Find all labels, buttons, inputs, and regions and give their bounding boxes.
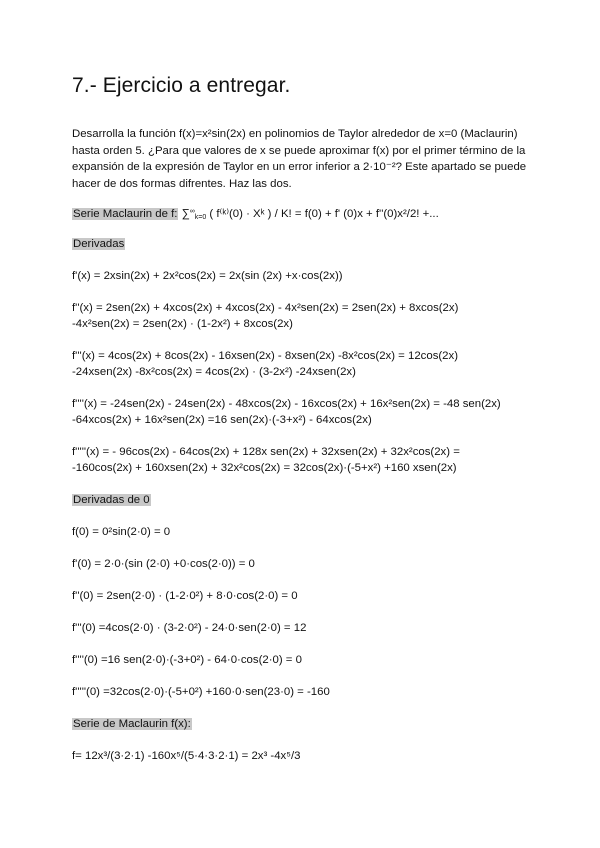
derivative-line: f''(x) = 2sen(2x) + 4xcos(2x) + 4xcos(2x) - 4x²sen(2x) = 2sen(2x) + 8xcos(2x) (72, 302, 459, 314)
derivative-line: -64xcos(2x) + 16x²sen(2x) =16 sen(2x)·(-3+x²) - 64xcos(2x) (72, 414, 372, 426)
derivative-line: -4x²sen(2x) = 2sen(2x) · (1-2x²) + 8xcos(2x) (72, 318, 293, 330)
derivative-at-zero-line: f'''''(0) =32cos(2·0)·(-5+0²) +160·0·sen(23·0) = -160 (72, 686, 330, 698)
derivative-line: -160cos(2x) + 160xsen(2x) + 32x²cos(2x) = 32cos(2x)·(-5+x²) +160 xsen(2x) (72, 462, 457, 474)
derivatives-header (72, 238, 125, 250)
derivatives-header-label: Derivadas (73, 238, 125, 250)
derivative-line: f'''(x) = 4cos(2x) + 8cos(2x) - 16xsen(2x) - 8xsen(2x) -8x²cos(2x) = 12cos(2x) (72, 350, 459, 362)
maclaurin-series-header-label: Serie de Maclaurin f(x): (73, 718, 191, 730)
derivative-line: -24xsen(2x) -8x²cos(2x) = 4cos(2x) · (3-2x²) -24xsen(2x) (72, 366, 356, 378)
sum-upper-limit: ∞ (189, 208, 195, 215)
derivatives-at-zero-header-label: Derivadas de 0 (73, 494, 150, 506)
exercise-title: 7.- Ejercicio a entregar. (72, 74, 291, 97)
maclaurin-series-result: f= 12x³/(3·2·1) -160x⁵/(5·4·3·2·1) = 2x³ -4x⁵/3 (72, 750, 301, 762)
derivative-at-zero-line: f''(0) = 2sen(2·0) · (1-2·0²) + 8·0·cos(2·0) = 0 (72, 590, 298, 602)
maclaurin-series-header (72, 718, 192, 730)
derivative-at-zero-line: f'(0) = 2·0·(sin (2·0) +0·cos(2·0)) = 0 (72, 558, 255, 570)
derivative-line: f'''''(x) = - 96cos(2x) - 64cos(2x) + 128x sen(2x) + 32xsen(2x) + 32x²cos(2x) = (72, 446, 460, 458)
derivative-at-zero-line: f(0) = 0²sin(2·0) = 0 (72, 526, 171, 538)
sum-lower-limit: k=0 (194, 214, 207, 221)
series-definition-body: ( f⁽ᵏ⁾(0) · Xᵏ ) / K! = f(0) + f' (0)x + f''(0)x²/2! +... (209, 208, 439, 220)
derivative-line: f''''(x) = -24sen(2x) - 24sen(2x) - 48xcos(2x) - 16xcos(2x) + 16x²sen(2x) = -48 sen(2x) (72, 398, 501, 410)
sum-symbol: ∑ (181, 208, 190, 220)
derivative-at-zero-line: f''''(0) =16 sen(2·0)·(-3+0²) - 64·0·cos(2·0) = 0 (72, 654, 302, 666)
derivative-line: f'(x) = 2xsin(2x) + 2x²cos(2x) = 2x(sin (2x) +x·cos(2x)) (72, 270, 343, 282)
exercise-statement: Desarrolla la función f(x)=x²sin(2x) en polinomios de Taylor alrededor de x=0 (Maclaurin) hasta orden 5. ¿Para que valores de x se puede aproximar f(x) por el primer término de la expansión de la expresión de Taylor en un error inferior a 2·10⁻²? Este apartado se puede hacer de dos formas difrentes. Haz las dos. (72, 128, 527, 190)
series-definition-label: Serie Maclaurin de f: (73, 208, 178, 220)
derivative-at-zero-line: f'''(0) =4cos(2·0) · (3-2·0²) - 24·0·sen(2·0) = 12 (72, 622, 307, 634)
derivatives-at-zero-header (72, 494, 151, 506)
series-definition (72, 206, 439, 220)
